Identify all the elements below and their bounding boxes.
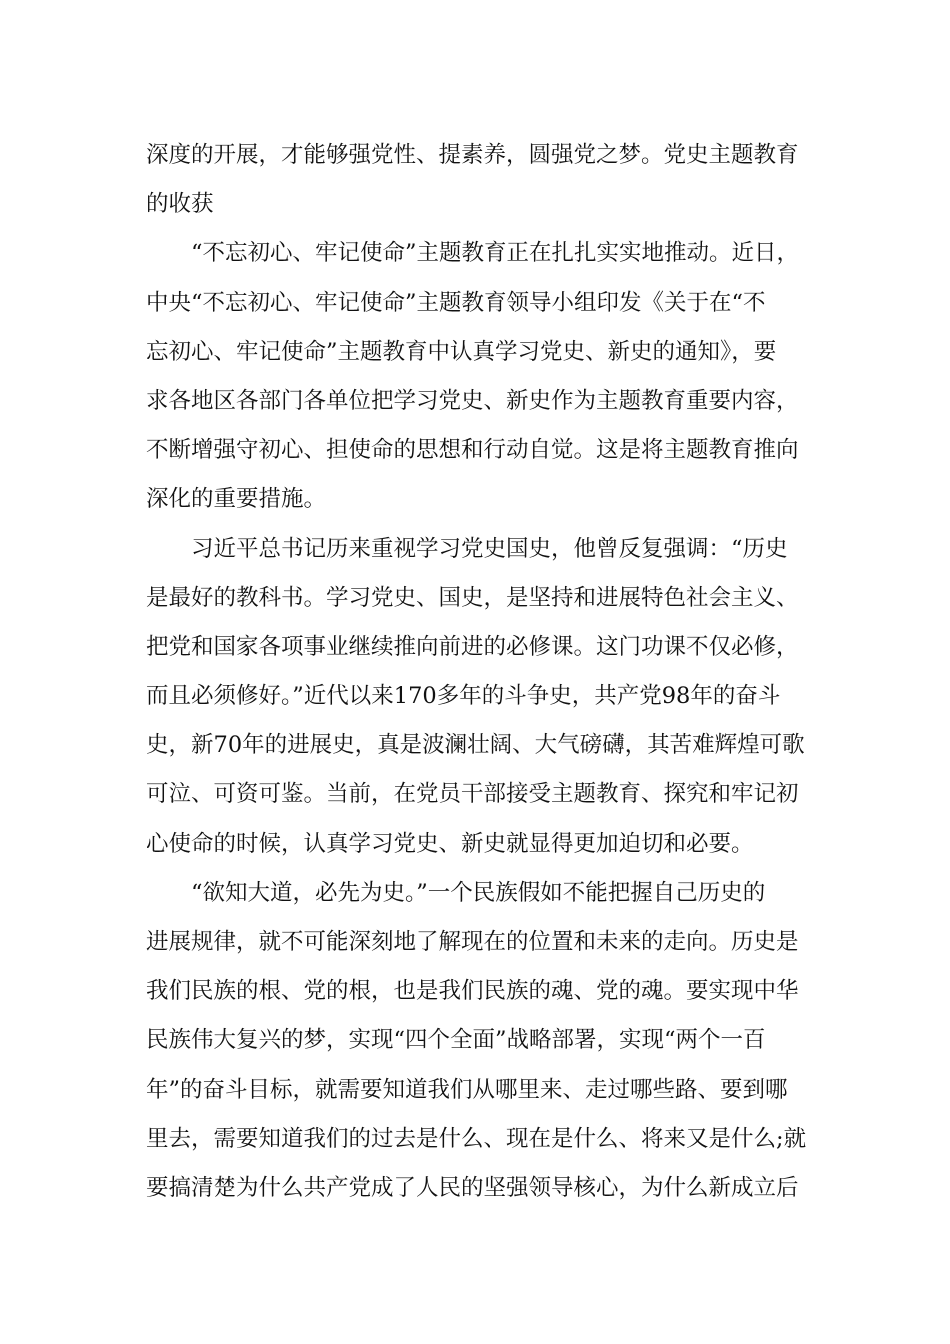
document-body — [146, 131, 826, 1213]
text-line: 史，新70年的进展史，真是波澜壮阔、大气磅礴，其苦难辉煌可歌 — [146, 732, 805, 759]
text-line: 的收获 — [146, 191, 214, 218]
text-line: 里去，需要知道我们的过去是什么、现在是什么、将来又是什么;就 — [146, 1125, 807, 1152]
text-line: 心使命的时候，认真学习党史、新史就显得更加迫切和必要。 — [146, 830, 754, 857]
text-line: 进展规律，就不可能深刻地了解现在的位置和未来的走向。历史是 — [146, 929, 799, 955]
text-line: 深化的重要措施。 — [146, 486, 327, 513]
text-line: 中央“不忘初心、牢记使命”主题教育领导小组印发《关于在“不 — [146, 289, 766, 316]
text-line: 可泣、可资可鉴。当前，在党员干部接受主题教育、探究和牢记初 — [146, 781, 799, 808]
text-line: 是最好的教科书。学习党史、国史，是坚持和进展特色社会主义、 — [146, 584, 799, 611]
text-line: “欲知大道，必先为史。”一个民族假如不能把握自己历史的 — [191, 879, 766, 906]
text-line: 要搞清楚为什么共产党成了人民的坚强领导核心，为什么新成立后 — [146, 1174, 799, 1201]
paragraph — [146, 869, 826, 1213]
text-line: 不断增强守初心、担使命的思想和行动自觉。这是将主题教育推向 — [146, 437, 799, 464]
paragraph — [146, 131, 826, 229]
text-line: “不忘初心、牢记使命”主题教育正在扎扎实实地推动。近日， — [191, 240, 800, 267]
text-line: 深度的开展，才能够强党性、提素养，圆强党之梦。党史主题教育 — [146, 142, 799, 168]
text-line: 我们民族的根、党的根，也是我们民族的魂、党的魂。要实现中华 — [146, 978, 799, 1005]
text-line: 民族伟大复兴的梦，实现“四个全面”战略部署，实现“两个一百 — [146, 1027, 766, 1054]
text-line: 把党和国家各项事业继续推向前进的必修课。这门功课不仅必修， — [146, 633, 799, 660]
text-line: 而且必须修好。”近代以来170多年的斗争史，共产党98年的奋斗 — [146, 683, 781, 710]
text-line: 年”的奋斗目标，就需要知道我们从哪里来、走过哪些路、要到哪 — [146, 1076, 788, 1103]
paragraph — [146, 525, 826, 869]
text-line: 习近平总书记历来重视学习党史国史，他曾反复强调：“历史 — [191, 535, 788, 562]
text-line: 忘初心、牢记使命”主题教育中认真学习党史、新史的通知》，要 — [146, 338, 777, 365]
paragraph — [146, 229, 826, 524]
text-line: 求各地区各部门各单位把学习党史、新史作为主题教育重要内容， — [146, 387, 799, 414]
